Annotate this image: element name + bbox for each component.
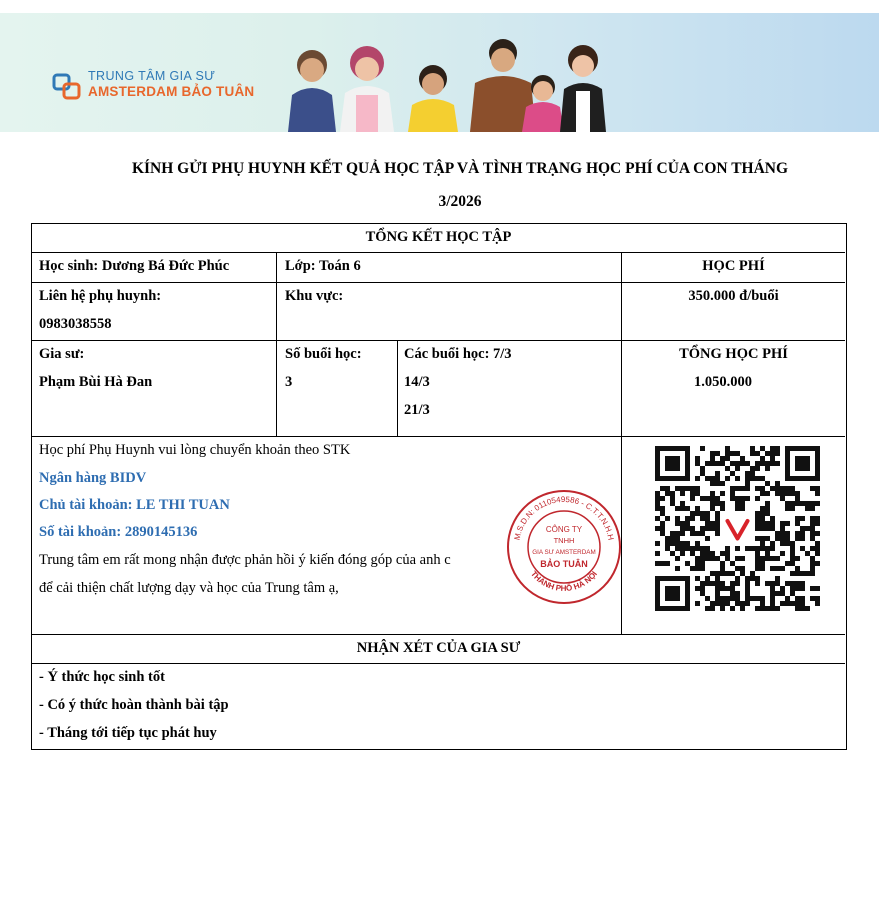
payment-instruction: Học phí Phụ Huynh vui lòng chuyển khoản theo STK (39, 442, 351, 458)
stamp-ring-top: M.S.D.N: 0110549586 - C.T.T.N.H.H (512, 494, 616, 541)
sessions-count: 3 (285, 374, 293, 390)
session-date: 21/3 (404, 402, 430, 418)
stamp-line1: CÔNG TY (545, 525, 583, 534)
comment-item: - Có ý thức hoàn thành bài tập (39, 697, 229, 713)
stamp-ring-bottom: THÀNH PHỐ HÀ NỘI (528, 569, 599, 594)
total-fee-value: 1.050.000 (694, 374, 752, 390)
session-date: 14/3 (404, 374, 430, 390)
svg-text:M.S.D.N: 0110549586 - C.T.T.N. (513, 495, 616, 541)
logo-icon (52, 73, 82, 101)
page-title: KÍNH GỬI PHỤ HUYNH KẾT QUẢ HỌC TẬP VÀ TÌNH TRẠNG HỌC PHÍ CỦA CON THÁNG (131, 160, 789, 177)
bank-name: Ngân hàng BIDV (39, 470, 147, 486)
feedback-message-line2: để cải thiện chất lượng dạy và học của Trung tâm ạ, (39, 580, 339, 596)
class-name: Lớp: Toán 6 (285, 258, 361, 274)
account-number: Số tài khoản: 2890145136 (39, 524, 198, 540)
company-stamp (505, 488, 623, 606)
stamp-line2: TNHH (553, 536, 575, 545)
payment-qr-code[interactable] (653, 443, 823, 617)
parent-phone: 0983038558 (39, 316, 112, 332)
feedback-message-line1: Trung tâm em rất mong nhận được phản hồi ý kiến đóng góp của anh c (39, 552, 451, 568)
tutor-name: Phạm Bùi Hà Đan (39, 374, 153, 390)
comment-item: - Tháng tới tiếp tục phát huy (39, 725, 217, 741)
fee-per-session: 350.000 đ/buổi (688, 288, 779, 304)
report-table (31, 223, 847, 750)
page-title-month: 3/2026 (438, 193, 482, 210)
sessions-count-label: Số buổi học: (285, 346, 362, 362)
logo-text-brand: AMSTERDAM BẢO TUÂN (88, 84, 255, 99)
student-name: Học sinh: Dương Bá Đức Phúc (39, 258, 230, 274)
area-label: Khu vực: (285, 288, 344, 304)
banner-people-image (270, 35, 610, 132)
stamp-line3: GIA SƯ AMSTERDAM (532, 549, 596, 556)
fee-heading: HỌC PHÍ (702, 258, 765, 274)
stamp-line4: BẢO TUÂN (540, 559, 588, 569)
tutor-label: Gia sư: (39, 346, 85, 362)
parent-contact-label: Liên hệ phụ huynh: (39, 288, 162, 304)
summary-heading: TỔNG KẾT HỌC TẬP (365, 229, 512, 245)
comment-item: - Ý thức học sinh tốt (39, 669, 165, 685)
comments-heading: NHẬN XÉT CỦA GIA SƯ (356, 640, 521, 656)
session-date: Các buổi học: 7/3 (404, 346, 512, 362)
logo-text-top: TRUNG TÂM GIA SƯ (88, 69, 216, 83)
total-fee-label: TỔNG HỌC PHÍ (679, 346, 788, 362)
header-banner (0, 13, 879, 132)
account-holder: Chủ tài khoản: LE THI TUAN (39, 497, 230, 513)
